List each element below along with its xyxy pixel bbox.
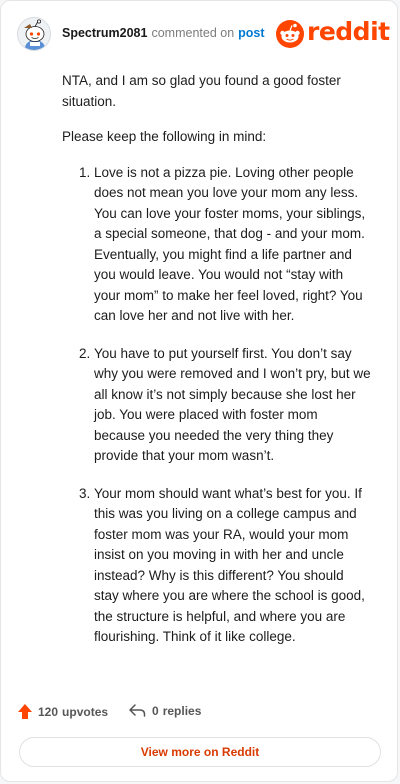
comment-author-link[interactable]: Spectrum2081 (62, 26, 148, 40)
comment-footer (17, 702, 381, 722)
comment-paragraph-intro: NTA, and I am so glad you found a good foster situation. (62, 73, 341, 109)
user-avatar[interactable] (17, 17, 51, 51)
comment-numbered-list (62, 163, 372, 648)
post-link[interactable]: post (238, 26, 265, 40)
comment-header (17, 15, 390, 55)
list-item: 3. Your mom should want what’s best for you. If this was you living on a college campus and foster mom was your RA, would your mom insist on you moving in with her and uncle instead? Why is this different? You should stay where you are where the school is good, the structure is helpful, and where you are flourishing. Think of it like college. (94, 484, 372, 648)
comment-paragraph-lead: Please keep the following in mind: (62, 129, 267, 144)
reply-stat[interactable] (129, 703, 201, 718)
view-more-on-reddit-button[interactable]: View more on Reddit (19, 737, 381, 767)
reddit-snoo-icon (275, 19, 305, 49)
snoo-avatar-icon (18, 18, 51, 51)
list-item: 2. You have to put yourself first. You don’t say why you were removed and I won’t pry, but we all know it’s not simply because she lost her job. You were placed with foster mom because you needed the very thing they provide that your mom wasn’t. (94, 344, 372, 467)
comment-body (62, 71, 372, 665)
list-item: 1. Love is not a pizza pie. Loving other people does not mean you love your mom any less. You can love your foster moms, your siblings, a special someone, that dog - and your mom. Eventually, you might find a life partner and you would leave. You would not “stay with your mom” to make her feel loved, right? You can love her and not live with her. (94, 163, 372, 327)
comment-meta (62, 26, 265, 40)
reply-label: replies (162, 703, 202, 718)
reddit-logo[interactable] (275, 17, 390, 49)
reddit-wordmark: reddit (307, 17, 390, 46)
reply-count: 0 (152, 703, 159, 718)
comment-action-text: commented on (151, 26, 235, 40)
upvote-stat[interactable] (17, 703, 108, 720)
upvote-arrow-icon (17, 703, 33, 720)
upvote-count: 120 (38, 704, 59, 719)
reply-arrow-icon (129, 703, 146, 718)
upvote-label: upvotes (62, 704, 109, 719)
